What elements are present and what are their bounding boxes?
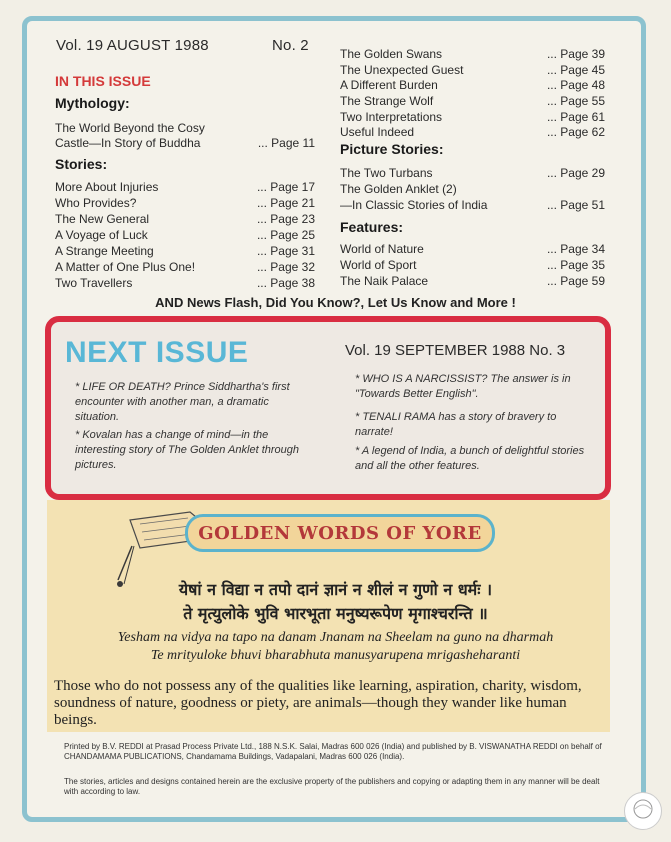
next-issue-item: * A legend of India, a bunch of delightful stories and all the other features.	[355, 445, 585, 472]
list-item: Two Travellers ... Page 38	[55, 276, 315, 290]
in-this-issue-heading: IN THIS ISSUE	[55, 73, 151, 89]
list-item: Who Provides? ... Page 21	[55, 196, 315, 210]
list-item: —In Classic Stories of India ... Page 51	[340, 198, 605, 212]
transliteration-line1: Yesham na vidya na tapo na danam Jnanam na Sheelam na guno na dharmah	[117, 630, 554, 645]
mythology-page: ... Page 11	[257, 136, 315, 150]
list-item: The Golden Swans ... Page 39	[340, 47, 605, 61]
list-item: The New General ... Page 23	[55, 212, 315, 226]
issue-number: No. 2	[272, 37, 309, 54]
picture-stories-heading: Picture Stories:	[340, 141, 444, 157]
list-item: More About Injuries ... Page 17	[55, 180, 315, 194]
watermark-stamp	[624, 792, 662, 830]
mythology-line1: The World Beyond the Cosy	[55, 121, 205, 135]
list-item: The Two Turbans ... Page 29	[340, 166, 605, 180]
next-issue-number: Vol. 19 SEPTEMBER 1988 No. 3	[345, 342, 566, 359]
list-item: The Naik Palace ... Page 59	[340, 274, 605, 288]
watermark-icon	[625, 793, 661, 829]
list-item: World of Sport ... Page 35	[340, 258, 605, 272]
list-item: Useful Indeed ... Page 62	[340, 125, 605, 139]
list-item: The Strange Wolf ... Page 55	[340, 94, 605, 108]
list-item: A Different Burden ... Page 48	[340, 78, 605, 92]
picture-story-line1: The Golden Anklet (2)	[340, 182, 457, 196]
next-issue-item: * TENALI RAMA has a story of bravery to narrate!	[355, 411, 557, 438]
more-tagline: AND News Flash, Did You Know?, Let Us Know and More !	[155, 295, 516, 310]
copyright-notice: The stories, articles and designs contained herein are the exclusive property of the publishers and copying or adapting them in any manner will be dealt with according to law.	[64, 777, 600, 796]
list-item: A Strange Meeting ... Page 31	[55, 244, 315, 258]
transliteration-line2: Te mrityuloke bhuvi bharabhuta manusyarupena mrigasheharanti	[150, 648, 521, 663]
next-issue-title: NEXT ISSUE	[65, 336, 249, 369]
list-item: The Unexpected Guest ... Page 45	[340, 63, 605, 77]
golden-words-title: GOLDEN WORDS OF YORE	[198, 523, 482, 544]
meaning-text: Those who do not possess any of the qualities like learning, aspiration, charity, wisdom, soundness of nature, goodness or piety, are animals—though they wander like human beings.	[54, 678, 582, 728]
list-item: A Matter of One Plus One! ... Page 32	[55, 260, 315, 274]
sanskrit-line1: येषां न विद्या न तपो दानं ज्ञानं न शीलं न गुणो न धर्मः ।	[178, 580, 493, 599]
mythology-line2: Castle—In Story of Buddha	[55, 136, 201, 150]
list-item: Two Interpretations ... Page 61	[340, 110, 605, 124]
stories-heading: Stories:	[55, 156, 108, 172]
list-item: A Voyage of Luck ... Page 25	[55, 228, 315, 242]
issue-volume: Vol. 19 AUGUST 1988	[56, 37, 209, 54]
next-issue-item: * WHO IS A NARCISSIST? The answer is in "Towards Better English".	[355, 373, 571, 400]
mythology-heading: Mythology:	[55, 95, 130, 111]
sanskrit-line2: ते मृत्युलोके भुवि भारभूता मनुष्यरूपेण मृगाश्चरन्ति ॥	[183, 604, 488, 623]
next-issue-item: * LIFE OR DEATH? Prince Siddhartha's first encounter with another man, a dramatic situation.	[75, 381, 290, 423]
next-issue-item: * Kovalan has a change of mind—in the interesting story of The Golden Anklet through pictures.	[75, 429, 299, 471]
list-item: World of Nature ... Page 34	[340, 242, 605, 256]
printer-imprint: Printed by B.V. REDDI at Prasad Process Private Ltd., 188 N.S.K. Salai, Madras 600 026 (India) and published by B. VISWANATHA REDDI on behalf of CHANDAMAMA PUBLICATIONS, Chandamama Buildings, Vadapalani, Madras 600 026 (India).	[64, 742, 602, 761]
features-heading: Features:	[340, 219, 404, 235]
mythology-entry	[55, 136, 315, 150]
next-issue-box	[45, 316, 611, 500]
golden-words-banner	[185, 514, 495, 552]
